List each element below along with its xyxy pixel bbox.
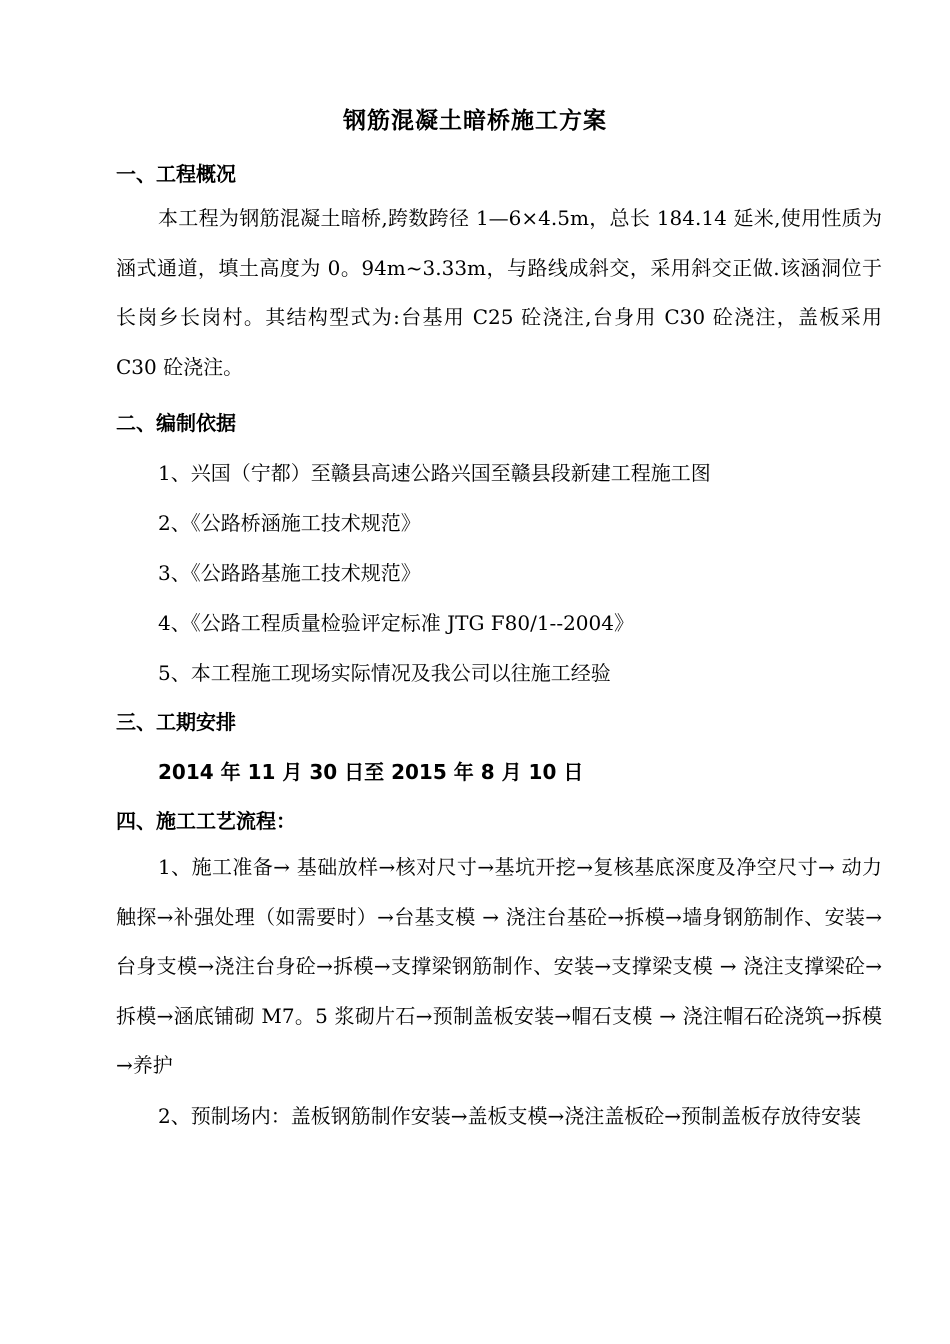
section-heading-process: 四、施工工艺流程： bbox=[116, 809, 296, 833]
basis-item: 3、《公路路基施工技术规范》 bbox=[158, 561, 421, 585]
process-paragraph-2: 2、预制场内：盖板钢筋制作安装→盖板支模→浇注盖板砼→预制盖板存放待安装 bbox=[158, 1104, 861, 1128]
section-heading-overview: 一、工程概况 bbox=[116, 162, 236, 186]
overview-paragraph: 本工程为钢筋混凝土暗桥,跨数跨径 1—6×4.5m，总长 184.14 延米,使用性质为涵式通道，填土高度为 0。94m~3.33m，与路线成斜交，采用斜交正做.该涵洞位于长岗乡长岗村。其结构型式为:台基用 C25 砼浇注,台身用 C30 砼浇注，盖板采用 C30 砼浇注。 bbox=[116, 206, 882, 379]
basis-item: 5、本工程施工现场实际情况及我公司以往施工经验 bbox=[158, 661, 611, 685]
basis-item: 1、兴国（宁都）至赣县高速公路兴国至赣县段新建工程施工图 bbox=[158, 461, 711, 485]
basis-item: 4、《公路工程质量检验评定标准 JTG F80/1--2004》 bbox=[158, 611, 634, 635]
document-title: 钢筋混凝土暗桥施工方案 bbox=[343, 108, 607, 134]
process-paragraph-1: 1、施工准备→ 基础放样→核对尺寸→基坑开挖→复核基底深度及净空尺寸→ 动力触探→补强处理（如需要时）→台基支模 → 浇注台基砼→拆模→墙身钢筋制作、安装→台身支模→浇注台身砼→拆模→支撑梁钢筋制作、安装→支撑梁支模 → 浇注支撑梁砼→拆模→涵底铺砌 M7。5 浆砌片石→预制盖板安装→帽石支模 → 浇注帽石砼浇筑→拆模→养护 bbox=[116, 855, 882, 1077]
section-heading-schedule: 三、工期安排 bbox=[116, 710, 236, 734]
basis-item: 2、《公路桥涵施工技术规范》 bbox=[158, 511, 421, 535]
schedule-date: 2014 年 11 月 30 日至 2015 年 8 月 10 日 bbox=[158, 760, 584, 784]
section-heading-basis: 二、编制依据 bbox=[116, 411, 236, 435]
